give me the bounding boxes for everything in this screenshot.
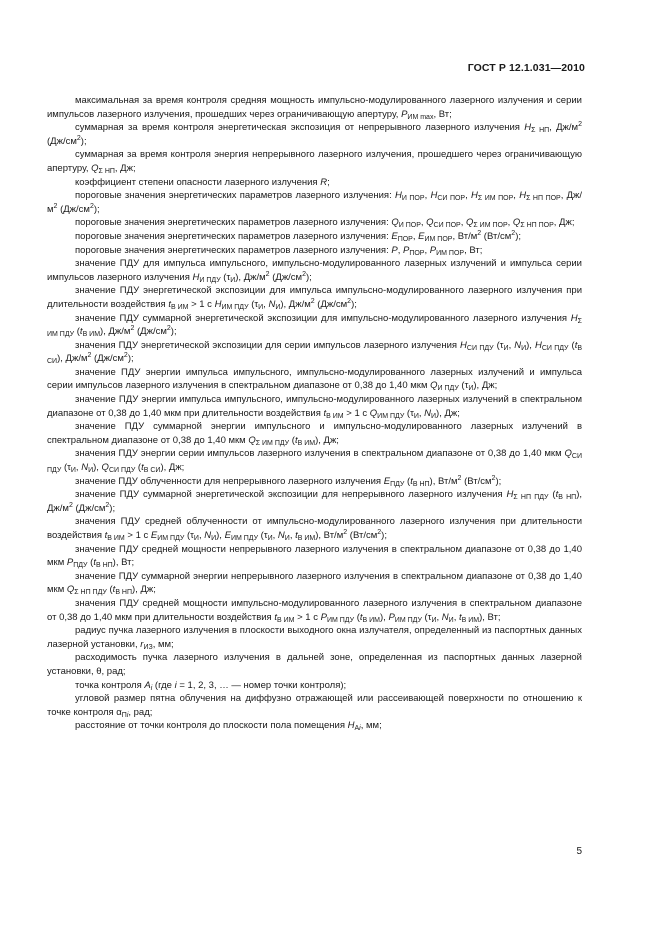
paragraph: значение ПДУ энергии импульса импульсного, импульсно-модулированного лазерных излучений в спектральном диапазоне от 0,38 до 1,40 мкм при длительности воздействия $t_{В ИМ} > 1$ с $Q_{ИМ ПДУ}$ ($\tau_И$, $N_И$), Дж; (47, 394, 582, 420)
paragraph: суммарная за время контроля энергия непрерывного лазерного излучения, прошедшего через ограничивающую апертуру, $Q_{\Sigma НП}$, Дж; (47, 149, 582, 175)
paragraph: значение ПДУ суммарной энергетической экспозиции для непрерывного лазерного излучения $H_{\Sigma НП ПДУ}$ $(t_{В НП})$, $Дж/м^2$ $(Дж/см^2)$; (47, 489, 583, 514)
paragraph: значения ПДУ энергии серии импульсов лазерного излучения в спектральном диапазоне от 0,38 до 1,40 мкм $Q_{СИ ПДУ}$ ($\tau_И$, $N_И$), $Q_{СИ ПДУ}$ $(t_{В СИ})$, Дж; (47, 448, 582, 475)
paragraph: значение ПДУ суммарной энергии импульсного и импульсно-модулированного лазерных излучений в спектральном диапазоне от 0,38 до 1,40 мкм $Q_{\Sigma ИМ ПДУ}$ $(t_{В ИМ})$, Дж; (47, 421, 582, 447)
paragraph: значения ПДУ энергетической экспозиции для серии импульсов лазерного излучения $H_{СИ ПДУ}$ ($\tau_И$, $N_И$), $H_{СИ ПДУ}$ $(t_{В СИ})$, $Дж/м^2$ $(Дж/см^2)$; (47, 339, 582, 366)
paragraph: значения ПДУ средней мощности импульсно-модулированного лазерного излучения в спектральном диапазоне от 0,38 до 1,40 мкм при длительности воздействия $t_{В ИМ} > 1$ с $P_{ИМ ПДУ}$ $(t_{В ИМ})$, $P_{ИМ ПДУ}$ ($\tau_И$, $N_И$, $t_{В ИМ}$), Вт; (47, 597, 582, 624)
paragraph: значение ПДУ средней мощности непрерывного лазерного излучения в спектральном диапазоне от 0,38 до 1,40 мкм $P_{ПДУ}$ $(t_{В НП})$, Вт; (47, 543, 582, 570)
paragraph: значение ПДУ энергетической экспозиции для импульса импульсно-модулированного лазерного излучения при длительности воздействия $t_{В ИМ} > 1$ с $H_{ИМ ПДУ}$ ($\tau_И$, $N_И$), $Дж/м^2$ $(Дж/см^2)$; (47, 285, 582, 311)
paragraph: угловой размер пятна облучения на диффузно отражающей или рассеивающей поверхности по отношению к точке контроля $\alpha_{Пi}$, рад; (47, 693, 582, 719)
paragraph: значение ПДУ энергии импульса импульсного, импульсно-модулированного лазерных излучений и импульса серии импульсов лазерного излучения в спектральном диапазоне от 0,38 до 1,40 мкм $Q_{И ПДУ}$ $(\tau_И)$, Дж; (47, 366, 582, 393)
paragraph: значение ПДУ суммарной энергетической экспозиции для импульсно-модулированного лазерного излучения $H_{\Sigma ИМ ПДУ}$ $(t_{В ИМ})$, $Дж/м^2$ $(Дж/см^2)$; (47, 312, 582, 339)
paragraph: значения ПДУ средней облученности от импульсно-модулированного лазерного излучения при длительности воздействия $t_{В ИМ} > 1$ с $E_{ИМ ПДУ}$ ($\tau_И$, $N_И$), $E_{ИМ ПДУ}$ ($\tau_И$, $N_И$, $t_{В ИМ}$), $Вт/м^2$ $(Вт/см^2)$; (47, 516, 582, 542)
paragraph: коэффициент степени опасности лазерного излучения R; (75, 176, 330, 188)
paragraph: пороговые значения энергетических параметров лазерного излучения: P, $P_{ПОР}$, $P_{ИМ ПОР}$, Вт; (75, 244, 483, 257)
paragraph: значение ПДУ для импульса импульсного, импульсно-модулированного лазерных излучений и импульса серии импульсов лазерного излучения $H_{И ПДУ}$ $(\tau_И)$, $Дж/м^2$ $(Дж/см^2)$; (47, 258, 582, 284)
paragraph: расходимость пучка лазерного излучения в дальней зоне, определенная из паспортных данных лазерной установки, θ, рад; (47, 652, 582, 677)
paragraph: точка контроля $A_i$ (где i = 1, 2, 3, … — номер точки контроля); (75, 679, 347, 692)
paragraph: пороговые значения энергетических параметров лазерного излучения: $Q_{И ПОР}$, $Q_{СИ ПОР}$, $Q_{\Sigma ИМ ПОР}$, $Q_{\Sigma НП ПОР}$, Дж; (75, 217, 575, 230)
paragraph: радиус пучка лазерного излучения в плоскости выходного окна излучателя, определенный из паспортных данных лазерной установки, $r_{ИЗ}$, мм; (47, 625, 582, 651)
paragraph: пороговые значения энергетических параметров лазерного излучения: $H_{И ПОР}$, $H_{СИ ПОР}$, $H_{\Sigma ИМ ПОР}$, $H_{\Sigma НП ПОР}$, $Дж/м^2$ $(Дж/см^2)$; (47, 190, 583, 215)
page-number: 5 (576, 846, 582, 857)
paragraph: значение ПДУ облученности для непрерывного лазерного излучения $E_{ПДУ}$ $(t_{В НП})$, $Вт/м^2$ $(Вт/см^2)$; (75, 474, 502, 488)
paragraph: максимальная за время контроля средняя мощность импульсно-модулированного лазерного излучения и серии импульсов лазерного излучения, прошедших через ограничивающую апертуру, $P_{ИМ max}$, Вт; (47, 95, 582, 121)
document-header: ГОСТ Р 12.1.031—2010 (467, 62, 585, 74)
paragraph: суммарная за время контроля энергетическая экспозиция от непрерывного лазерного излучения $H_{\Sigma НП}$, $Дж/м^2$ $(Дж/см^2)$; (47, 121, 582, 147)
paragraph: значение ПДУ суммарной энергии непрерывного лазерного излучения в спектральном диапазоне от 0,38 до 1,40 мкм $Q_{\Sigma НП ПДУ}$ $(t_{В НП})$, Дж; (47, 570, 582, 597)
paragraph: расстояние от точки контроля до плоскости пола помещения $H_{Ai}$, мм; (75, 720, 382, 733)
document-body (47, 94, 582, 733)
paragraph: пороговые значения энергетических параметров лазерного излучения: $E_{ПОР}$, $E_{ИМ ПОР}$, $Вт/м^2$ $(Вт/см^2)$; (75, 229, 521, 243)
